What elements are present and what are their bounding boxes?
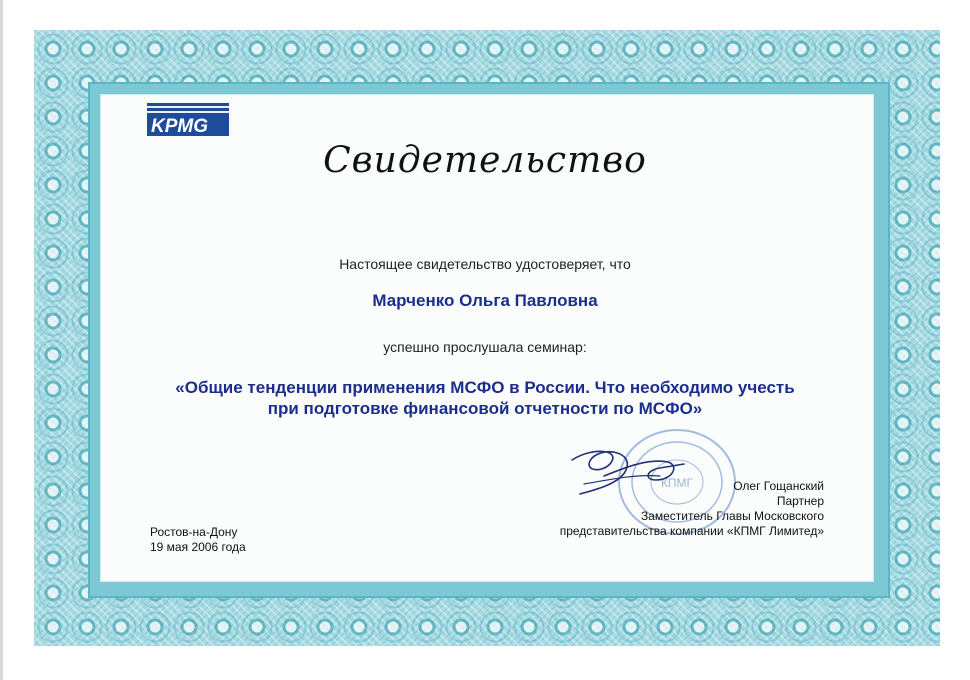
- signer-role: Партнер: [776, 494, 824, 508]
- place: Ростов-на-Дону: [150, 525, 238, 539]
- seminar-title-line-2: при подготовке финансовой отчетности по МСФО»: [267, 399, 703, 418]
- signer-block: [560, 479, 824, 539]
- date: 19 мая 2006 года: [150, 540, 246, 554]
- recipient-name: Марченко Ольга Павловна: [372, 291, 598, 310]
- signer-position-line-2: представительства компании «КПМГ Лимитед»: [559, 524, 824, 538]
- signer-position-line-1: Заместитель Главы Московского: [640, 509, 824, 523]
- attended-text: успешно прослушала семинар:: [383, 339, 587, 355]
- signer-name: Олег Гощанский: [733, 479, 824, 493]
- seminar-title: [0, 377, 970, 419]
- place-and-date: [150, 525, 246, 555]
- seminar-title-line-1: «Общие тенденции применения МСФО в России. Что необходимо учесть: [175, 378, 795, 397]
- svg-text:KPMG: KPMG: [151, 116, 208, 136]
- kpmg-logo: [147, 103, 229, 136]
- svg-text:КПМГ: КПМГ: [660, 476, 694, 490]
- certificate-title: Свидетельство: [323, 140, 647, 181]
- certifies-text: Настоящее свидетельство удостоверяет, что: [339, 256, 631, 272]
